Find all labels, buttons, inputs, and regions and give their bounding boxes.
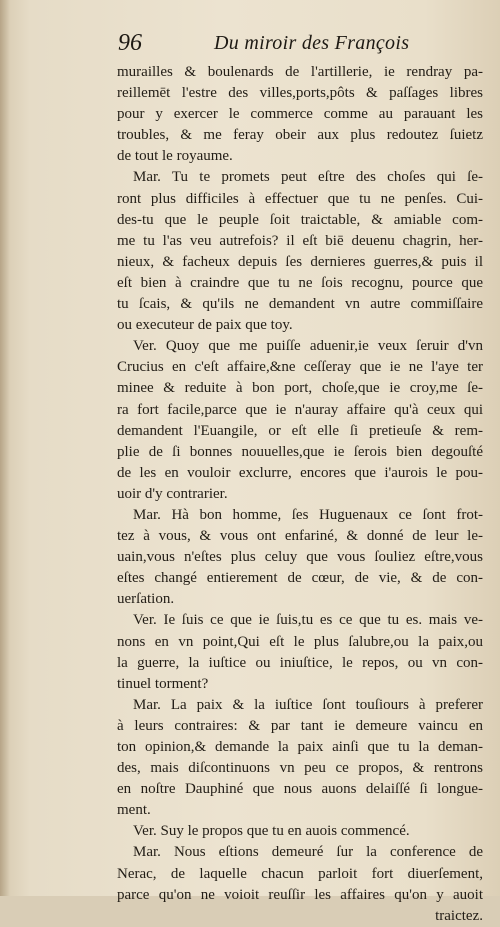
text-line: Ver. Ie ſuis ce que ie ſuis,tu es ce que tu es. mais ve-: [133, 612, 483, 629]
text-line: parce qu'on ne voioit reuſſir les affaires qu'on y auoit: [117, 886, 483, 903]
text-line: murailles & boulenards de l'artillerie, ie rendray pa-: [117, 64, 483, 80]
text-line: troubles, & me feray obeir aux plus redoutez ſuietz: [117, 127, 483, 144]
text-line: Mar. La paix & la iuſtice ſont touſiours à preferer: [133, 696, 483, 713]
text-line: eſtes changé entierement de cœur, de vie, & de con-: [117, 570, 483, 587]
text-line: Crucius en c'eſt affaire,&ne ceſſeray que ie ne l'aye ter: [117, 359, 483, 376]
text-line: ment.: [117, 802, 151, 819]
text-line: pour y exercer le commerce comme au parauant les: [117, 106, 483, 123]
text-line: eſt bien à craindre que tu ne ſois recognu, pource que: [117, 274, 483, 291]
text-line: la guerre, la iuſtice ou iniuſtice, le repos, ou vn con-: [117, 654, 483, 671]
text-line: Mar. Nous eſtions demeuré ſur la conference de: [133, 844, 483, 861]
text-line: tez à vous, & vous ont enfariné, & donné de leur le-: [117, 528, 483, 545]
text-line: ra fort facile,parce que ie n'auray affaire qu'à ceux qui: [117, 401, 483, 418]
text-line: tinuel torment?: [117, 675, 209, 692]
page-header: [118, 30, 478, 64]
text-line: nieux, & facheux depuis ſes dernieres guerres,& puis il: [117, 253, 483, 270]
text-line: à leurs contraires: & par tant ie demeure vaincu en: [117, 717, 483, 734]
text-line: me tu l'as veu autrefois? il eſt biē deuenu chagrin, her-: [117, 232, 483, 249]
text-line: uoir d'y contrarier.: [117, 485, 228, 502]
running-title: Du miroir des François: [214, 32, 410, 54]
text-line: en noſtre Dauphiné que nous auons delaiſſé ſi longue-: [117, 781, 483, 798]
text-line: de les en vouloir exclurre, encores que i'aurois le pou-: [117, 464, 483, 481]
text-line: des, mais diſcontinuons vn peu ce propos, & rentrons: [117, 760, 483, 777]
text-line: plie de ſi bonnes nouuelles,que ie ſerois bien degouſté: [117, 443, 483, 460]
text-line: nons en vn point,Qui eſt le plus ſalubre,ou la paix,ou: [117, 633, 483, 650]
text-line: Mar. Hà bon homme, ſes Huguenaux ce ſont frot-: [133, 506, 483, 523]
text-line: uerſation.: [117, 591, 175, 608]
text-line: uain,vous n'eſtes plus celuy que vous ſouliez eſtre,vous: [117, 549, 483, 566]
text-line: Mar. Tu te promets peut eſtre des choſes qui ſe-: [133, 169, 483, 186]
text-line: tu ſcais, & qu'ils ne demandent vn autre commiſſaire: [117, 296, 483, 313]
text-line: des-tu que le peuple ſoit traictable, & amiable com-: [117, 211, 483, 228]
text-line: ou executeur de paix que toy.: [117, 317, 293, 334]
text-line: reillemēt l'estre des villes,ports,pôts & paſſages libres: [117, 85, 483, 102]
text-line: de tout le royaume.: [117, 148, 233, 165]
text-line: minee & reduite à bon port, choſe,que ie croy,me ſe-: [117, 380, 483, 397]
text-line: ront plus difficiles à effectuer que tu ne penſes. Cui-: [117, 190, 483, 207]
text-line: demandent l'Euangile, or eſt elle ſi pretieuſe & rem-: [117, 422, 483, 439]
body-text: [117, 62, 483, 927]
text-line: Ver. Suy le propos que tu en auois commencé.: [133, 823, 410, 840]
text-line: Nerac, de laquelle chacun parloit fort diuerſement,: [117, 865, 483, 882]
text-line: Ver. Quoy que me puiſſe aduenir,ie veux ſeruir d'vn: [133, 338, 483, 355]
text-line: traictez.: [435, 907, 483, 924]
page-number: 96: [118, 30, 142, 56]
text-line: ton opinion,& demande la paix ainſi que tu la deman-: [117, 739, 483, 755]
